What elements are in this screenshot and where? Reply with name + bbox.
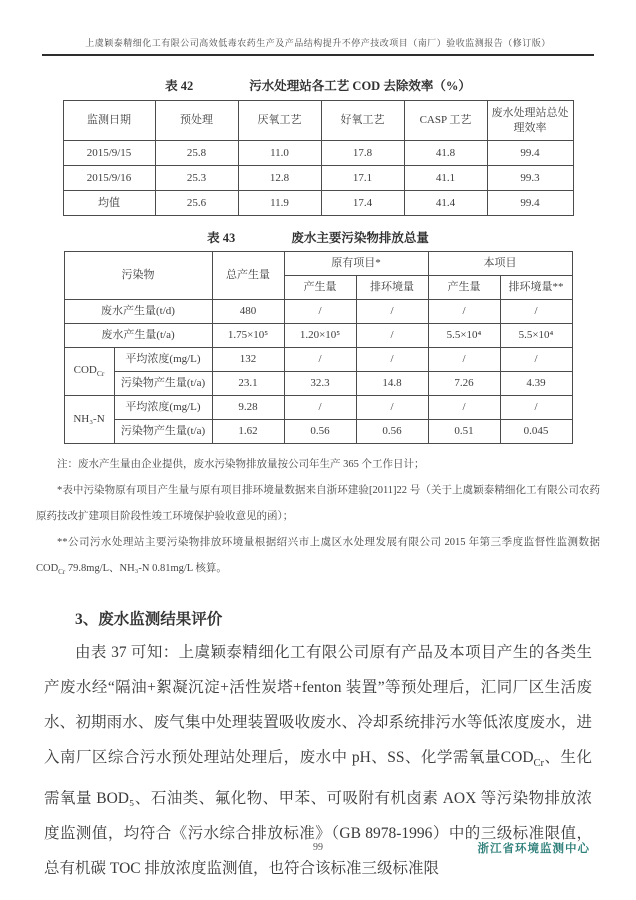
- row-group-label: NH₃-N: [64, 396, 114, 444]
- table-footnotes: [36, 452, 600, 585]
- table-row: [64, 348, 572, 372]
- table-header-row: [64, 252, 572, 276]
- table-cell: 23.1: [212, 372, 284, 396]
- col-header-group: 本项目: [428, 252, 572, 276]
- table-cell: 17.4: [321, 191, 404, 216]
- col-subheader: 产生量: [284, 276, 356, 300]
- table-row: [63, 141, 573, 166]
- table-cell: /: [428, 348, 500, 372]
- table-row: [63, 191, 573, 216]
- table42-caption: [0, 76, 636, 94]
- row-label: 废水产生量(t/a): [64, 324, 212, 348]
- footnote: **公司污水处理站主要污染物排放环境量根据绍兴市上虞区水处理发展有限公司 2015 年第三季度监督性监测数据 $COD_{Cr}$ 79.8mg/L、NH₃-N 0.81mg/L 核算。: [36, 537, 600, 577]
- col-header: 监测日期: [63, 101, 155, 141]
- table-cell: /: [500, 300, 572, 324]
- table-row: [64, 372, 572, 396]
- row-label: 平均浓度(mg/L): [114, 348, 212, 372]
- page-number: 99: [313, 842, 323, 853]
- table-cell: 99.4: [487, 191, 573, 216]
- table-cell: 0.045: [500, 420, 572, 444]
- table-cell: 480: [212, 300, 284, 324]
- table-cell: 41.8: [404, 141, 487, 166]
- table-cell: 41.4: [404, 191, 487, 216]
- section-heading: 3、废水监测结果评价: [75, 611, 223, 629]
- footer-organization-stamp: 浙江省环境监测中心: [477, 843, 590, 855]
- col-subheader: 排环境量**: [500, 276, 572, 300]
- table-cell: /: [356, 348, 428, 372]
- col-subheader: 产生量: [428, 276, 500, 300]
- table-cell: 4.39: [500, 372, 572, 396]
- table-cell: /: [284, 300, 356, 324]
- table-cell: 132: [212, 348, 284, 372]
- row-label: 平均浓度(mg/L): [114, 396, 212, 420]
- table-row: [64, 420, 572, 444]
- table-cell: /: [356, 300, 428, 324]
- table-cell: 25.6: [155, 191, 238, 216]
- table-cell: 41.1: [404, 166, 487, 191]
- table-cell: /: [356, 396, 428, 420]
- table-cell: 1.62: [212, 420, 284, 444]
- col-header: 厌氧工艺: [238, 101, 321, 141]
- table-cell: /: [428, 300, 500, 324]
- table-cell: 1.75×10⁵: [212, 324, 284, 348]
- table-cell: 0.56: [356, 420, 428, 444]
- table-cell: 11.9: [238, 191, 321, 216]
- table-cell: /: [284, 348, 356, 372]
- table-cell: 99.4: [487, 141, 573, 166]
- col-header-group: 原有项目*: [284, 252, 428, 276]
- table-cell: 11.0: [238, 141, 321, 166]
- table-cell: 14.8: [356, 372, 428, 396]
- table-cell: 5.5×10⁴: [500, 324, 572, 348]
- table-cell: 17.1: [321, 166, 404, 191]
- table-cell: 25.8: [155, 141, 238, 166]
- footnote: 注：废水产生量由企业提供，废水污染物排放量按公司年生产 365 个工作日计；: [57, 459, 425, 470]
- row-label: 废水产生量(t/d): [64, 300, 212, 324]
- col-subheader: 排环境量: [356, 276, 428, 300]
- table-cell: /: [428, 396, 500, 420]
- table-cell: 2015/9/15: [63, 141, 155, 166]
- col-header: 预处理: [155, 101, 238, 141]
- table-cell: 99.3: [487, 166, 573, 191]
- table-cell: /: [356, 324, 428, 348]
- table-row: [64, 324, 572, 348]
- running-header: 上虞颖泰精细化工有限公司高效低毒农药生产及产品结构提升不停产技改项目（南厂）验收监测报告（修订版）: [42, 36, 594, 56]
- col-header: 污染物: [64, 252, 212, 300]
- table-cell: /: [284, 396, 356, 420]
- table-cell: /: [500, 396, 572, 420]
- footnote: *表中污染物原有项目产生量与原有项目排环境量数据来自浙环建验[2011]22 号（关于上虞颖泰精细化工有限公司农药原药技改扩建项目阶段性竣工环境保护验收意见的函）；: [36, 485, 600, 522]
- table43-caption: [0, 228, 636, 246]
- table-cell: 1.20×10⁵: [284, 324, 356, 348]
- col-header: CASP 工艺: [404, 101, 487, 141]
- row-group-label: $COD_{Cr}$: [64, 348, 114, 396]
- table-row: [64, 300, 572, 324]
- table-cell: 0.56: [284, 420, 356, 444]
- table43-pollutant-totals: [64, 251, 573, 444]
- table-cell: 17.8: [321, 141, 404, 166]
- table-cell: 0.51: [428, 420, 500, 444]
- table-cell: 均值: [63, 191, 155, 216]
- row-label: 污染物产生量(t/a): [114, 372, 212, 396]
- col-header: 总产生量: [212, 252, 284, 300]
- table42-label: 表 42: [165, 79, 194, 93]
- body-paragraph: 由表 37 可知：上虞颖泰精细化工有限公司原有产品及本项目产生的各类生产废水经“隔油+絮凝沉淀+活性炭塔+fenton 装置”等预处理后，汇同厂区生活废水、初期雨水、废气集中处理装置吸收废水、冷却系统排污水等低浓度废水，进入南厂区综合污水预处理站处理后，废水中 pH、SS、化学需氧量$COD_{Cr}$、生化需氧量 BOD₅、石油类、氟化物、甲苯、可吸附有机卤素 AOX 等污染物排放浓度监测值，均符合《污水综合排放标准》（GB 8978-1996）中的三级标准限值，总有机碳 TOC 排放浓度监测值，也符合该标准三级标准限: [44, 644, 592, 878]
- row-label: 污染物产生量(t/a): [114, 420, 212, 444]
- table-cell: 9.28: [212, 396, 284, 420]
- table-row: [64, 396, 572, 420]
- table43-label: 表 43: [207, 231, 236, 245]
- table-cell: 7.26: [428, 372, 500, 396]
- table-cell: 2015/9/16: [63, 166, 155, 191]
- table-cell: 12.8: [238, 166, 321, 191]
- table42-title: 污水处理站各工艺 COD 去除效率（%）: [249, 79, 471, 93]
- table43-title: 废水主要污染物排放总量: [291, 231, 429, 245]
- col-header: 好氧工艺: [321, 101, 404, 141]
- col-header: 废水处理站总处理效率: [487, 101, 573, 141]
- table42-cod-removal: [63, 100, 574, 216]
- table-cell: 32.3: [284, 372, 356, 396]
- table-row: [63, 166, 573, 191]
- table-cell: /: [500, 348, 572, 372]
- table-header-row: [63, 101, 573, 141]
- table-cell: 25.3: [155, 166, 238, 191]
- table-cell: 5.5×10⁴: [428, 324, 500, 348]
